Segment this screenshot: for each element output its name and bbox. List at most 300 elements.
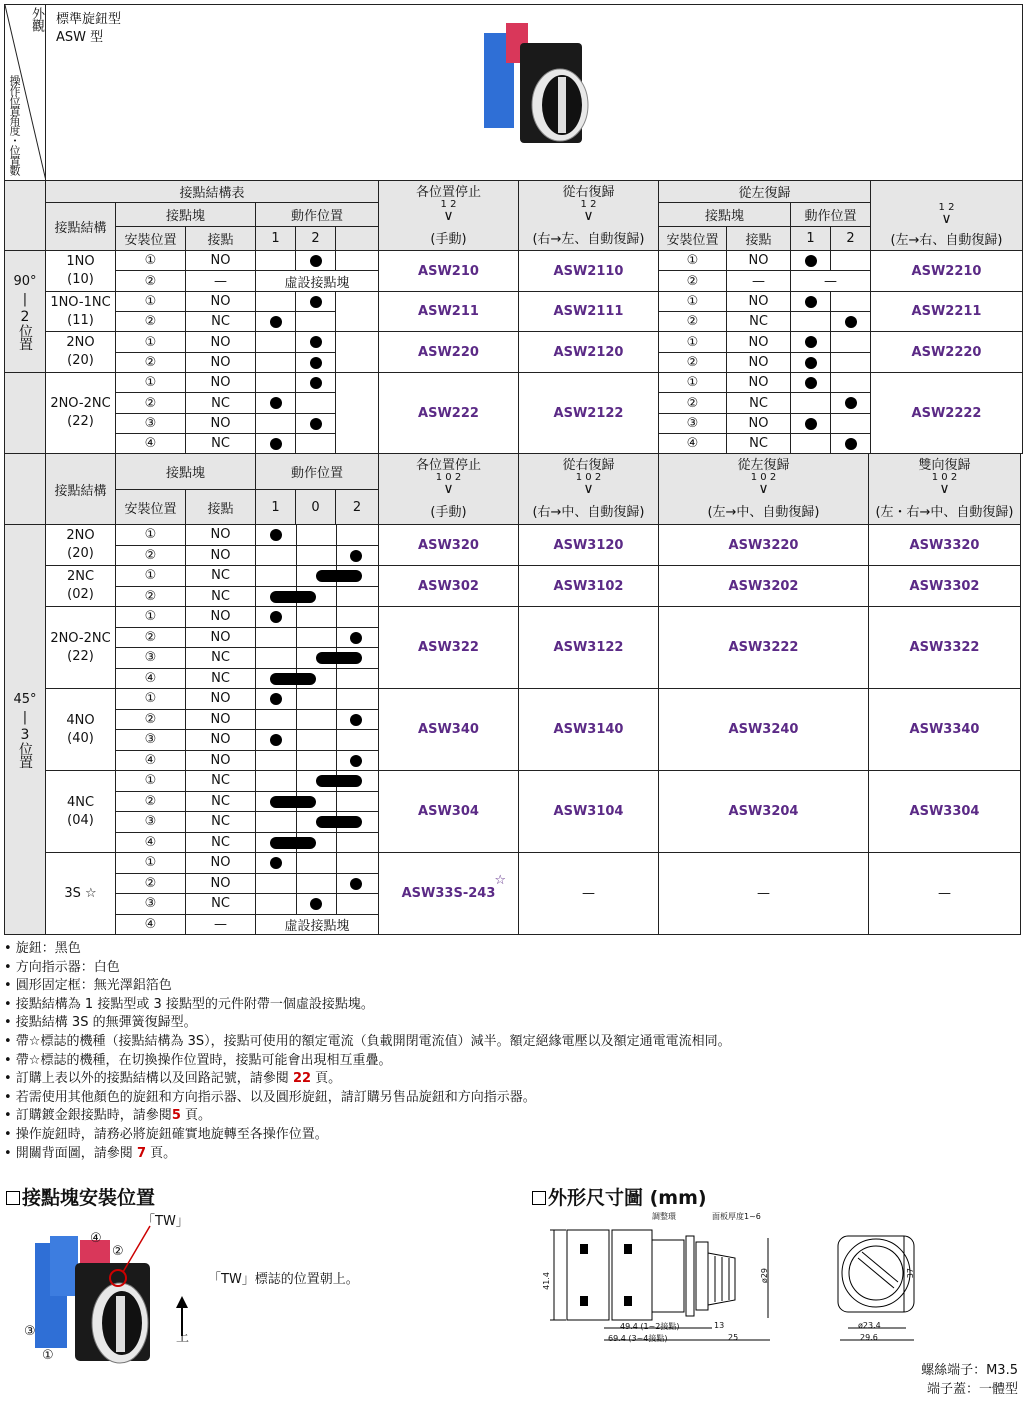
action-dot: [310, 377, 322, 389]
action-cell: [296, 434, 336, 454]
part-number: ASW33S-243 ☆: [379, 853, 519, 935]
contact-type: NO: [727, 251, 791, 271]
action-cell: [256, 607, 379, 628]
action-cell: [791, 251, 831, 271]
mount-num-3: ③: [24, 1324, 36, 1339]
contact-type: NC: [186, 566, 256, 587]
part-number: ASW3104: [519, 771, 659, 853]
col90-left-return-sub: 1 2 ∨ (左→右、自動復歸): [871, 181, 1023, 251]
action-dot: [310, 336, 322, 348]
action-dot: [270, 611, 282, 623]
part-number: ASW322: [379, 607, 519, 689]
action-cell: 虛設接點塊: [256, 914, 379, 935]
block-label: 接點塊: [116, 203, 256, 227]
mount-pos-label: 安裝位置: [116, 227, 186, 251]
mount-pos: ②: [659, 271, 727, 292]
action-cell: [256, 648, 379, 669]
part-number: ASW2222: [871, 373, 1023, 454]
action-dot: [805, 336, 817, 348]
part-number: —: [869, 853, 1021, 935]
part-number: ASW3202: [659, 566, 869, 607]
action-cell: [296, 332, 336, 353]
action-dot: [805, 357, 817, 369]
mount-pos: ②: [116, 271, 186, 292]
contact-type: NO: [727, 292, 791, 312]
adj-ring-label: 調整環: [652, 1212, 676, 1221]
product-image-cell: [46, 5, 1023, 181]
mount-pos: ②: [659, 312, 727, 332]
contact-label: 接點: [186, 227, 256, 251]
action-dot: [270, 693, 282, 705]
action-cell: [791, 373, 831, 393]
mount-num-1: ①: [42, 1348, 54, 1363]
appearance-label: 外觀: [29, 7, 44, 31]
action-pos-label-right: 動作位置: [791, 203, 871, 227]
action-cell: [256, 373, 296, 393]
part-number: ASW3140: [519, 689, 659, 771]
mount-pos: ②: [116, 353, 186, 373]
contact-label-right: 接點: [727, 227, 791, 251]
cell-empty: [5, 181, 46, 251]
dim-37: 37: [906, 1268, 915, 1279]
contact-table-title: 接點結構表: [46, 181, 379, 203]
action-cell: [256, 832, 379, 853]
pos2-label-right: 2: [831, 227, 871, 251]
contact-type: NO: [186, 251, 256, 271]
type-line1: 標準旋鈕型: [56, 12, 122, 27]
contact-type: NO: [186, 709, 256, 730]
note-item: • 操作旋鈕時，請務必將旋鈕確實地旋轉至各操作位置。: [4, 1126, 328, 1142]
action-bar: [270, 673, 316, 685]
action-cell: [296, 373, 336, 393]
contact-type: NO: [186, 525, 256, 546]
mount-pos: ④: [116, 914, 186, 935]
mount-pos: ①: [659, 373, 727, 393]
pos1-label-right: 1: [791, 227, 831, 251]
contact-type: NO: [727, 414, 791, 434]
contact-type: NO: [186, 873, 256, 894]
note-item: • 圓形固定框：無光澤鋁箔色: [4, 978, 172, 994]
mount-caption: 「TW」標誌的位置朝上。: [208, 1272, 359, 1287]
action-cell: [256, 750, 379, 771]
action-cell: [336, 251, 379, 271]
col90-manual-header: 各位置停止 1 2 ∨ (手動): [379, 181, 519, 251]
action-dot: [845, 397, 857, 409]
action-dot: [270, 397, 282, 409]
group-0: 2NO (20): [46, 525, 116, 566]
mount-pos: ①: [659, 292, 727, 312]
action-dot: [270, 734, 282, 746]
part-number: ASW3122: [519, 607, 659, 689]
mount-pos: ①: [116, 332, 186, 353]
part-number: ASW3120: [519, 525, 659, 566]
group-2no: 2NO (20): [46, 332, 116, 373]
mount-pos-label-45: 安裝位置: [116, 490, 186, 525]
mount-pos: ②: [116, 586, 186, 607]
mount-pos: ①: [659, 251, 727, 271]
col90-left-return-header: 從左復歸: [659, 181, 871, 203]
action-dot: [310, 357, 322, 369]
mount-num-4: ④: [90, 1231, 102, 1246]
group-2: 2NO-2NC (22): [46, 607, 116, 689]
dim-phi23-4: ø23.4: [858, 1321, 881, 1330]
mount-pos: ①: [659, 332, 727, 353]
action-cell: [831, 312, 871, 332]
action-dot: [270, 529, 282, 541]
action-cell: [256, 292, 296, 312]
action-dot: [310, 255, 322, 267]
contact-type: NC: [727, 434, 791, 454]
contact-type: NC: [186, 812, 256, 833]
mount-pos: ③: [659, 414, 727, 434]
action-cell: [791, 434, 831, 454]
action-cell: [256, 434, 296, 454]
dim-49-4: 49.4 (1~2接點): [620, 1322, 680, 1331]
action-cell: [256, 730, 379, 751]
action-bar: [316, 570, 362, 582]
contact-type: NO: [186, 689, 256, 710]
contact-type: —: [186, 271, 256, 292]
note-item: • 帶☆標誌的機種（接點結構為 3S），接點可使用的額定電流（負載開閉電流值）減半。額定絕緣電壓以及額定通電電流相同。: [4, 1033, 731, 1049]
contact-type: NC: [186, 434, 256, 454]
contact-type: NO: [186, 414, 256, 434]
part-number: ASW2122: [519, 373, 659, 454]
mount-pos: ②: [116, 393, 186, 414]
action-cell: [256, 545, 379, 566]
note-item: • 訂購鍍金銀接點時，請參閱5 頁。: [4, 1108, 211, 1124]
note-item: • 接點結構為 1 接點型或 3 接點型的元件附帶一個虛設接點塊。: [4, 996, 374, 1012]
mount-pos: ①: [116, 607, 186, 628]
contact-type: NO: [186, 853, 256, 874]
pos1-label: 1: [256, 227, 296, 251]
pos1-label-45: 1: [256, 490, 296, 525]
action-bar: [270, 591, 316, 603]
action-cell: [256, 873, 379, 894]
dim-29-6: 29.6: [860, 1333, 878, 1342]
action-bar: [316, 652, 362, 664]
action-cell: [831, 434, 871, 454]
contact-type: NO: [186, 332, 256, 353]
mount-pos: ③: [116, 894, 186, 915]
action-cell: [256, 525, 379, 546]
part-number: ASW320: [379, 525, 519, 566]
axis-label: 操作位置角度・位置數: [8, 75, 21, 175]
action-cell: [336, 373, 379, 454]
part-number: ASW3304: [869, 771, 1021, 853]
part-number: —: [659, 853, 869, 935]
contact-type: —: [186, 914, 256, 935]
mount-pos: ①: [116, 251, 186, 271]
part-number: ASW3240: [659, 689, 869, 771]
mount-pos: ④: [116, 832, 186, 853]
part-number: ASW3204: [659, 771, 869, 853]
action-cell: [831, 393, 871, 414]
contact-type: NO: [186, 373, 256, 393]
dim-phi29: ø29: [760, 1268, 769, 1284]
action-cell: [256, 414, 296, 434]
action-cell: [256, 627, 379, 648]
mount-pos: ①: [116, 525, 186, 546]
group-4: 4NC (04): [46, 771, 116, 853]
action-cell: [256, 853, 379, 874]
action-cell: [336, 332, 379, 373]
action-pos-label-45: 動作位置: [256, 454, 379, 490]
notes-list: [4, 940, 731, 1163]
note-item: • 若需使用其他顏色的旋鈕和方向指示器、以及圓形旋鈕，請訂購另售品旋鈕和方向指示器。: [4, 1089, 536, 1105]
part-number: ASW3220: [659, 525, 869, 566]
mount-pos: ②: [116, 627, 186, 648]
dim-69-4: 69.4 (3~4接點): [608, 1334, 668, 1343]
action-bar: [316, 816, 362, 828]
action-cell: [256, 709, 379, 730]
contact-structure-label: 接點結構: [46, 203, 116, 251]
contact-type: NC: [186, 312, 256, 332]
block-label-45: 接點塊: [116, 454, 256, 490]
action-cell: [831, 292, 871, 312]
part-number: ASW2211: [871, 292, 1023, 332]
part-number: ASW3302: [869, 566, 1021, 607]
dummy-block: 虛設接點塊: [256, 271, 379, 292]
action-cell: [256, 312, 296, 332]
page-ref: 7: [136, 1145, 146, 1161]
mount-pos-label-right: 安裝位置: [659, 227, 727, 251]
action-cell: [336, 292, 379, 332]
action-cell: [791, 353, 831, 373]
contact-type: NO: [186, 750, 256, 771]
group-1: 2NC (02): [46, 566, 116, 607]
page-ref: 22: [292, 1071, 312, 1087]
mount-diagram: [10, 1208, 210, 1383]
part-number: ASW2110: [519, 251, 659, 292]
contact-type: NO: [727, 373, 791, 393]
mount-pos: ③: [116, 648, 186, 669]
checkbox-icon: [6, 1191, 20, 1205]
dim-13: 13: [714, 1321, 725, 1330]
mount-pos: ③: [116, 730, 186, 751]
note-item: • 帶☆標誌的機種，在切換操作位置時，接點可能會出現相互重疊。: [4, 1052, 392, 1068]
contact-type: NC: [727, 312, 791, 332]
spec-table-45-body: [4, 524, 1021, 935]
action-cell: [256, 586, 379, 607]
terminal-notes: [921, 1361, 1018, 1399]
action-dot: [310, 418, 322, 430]
contact-type: NC: [186, 771, 256, 792]
action-cell: [256, 771, 379, 792]
mount-pos: ①: [116, 853, 186, 874]
action-dot: [805, 296, 817, 308]
action-dot: [805, 418, 817, 430]
contact-type: NO: [186, 292, 256, 312]
terminal-label: 螺絲端子：M3.5: [921, 1363, 1018, 1378]
dummy-block: —: [791, 271, 871, 292]
action-cell: [831, 373, 871, 393]
action-bar: [316, 775, 362, 787]
action-cell: [256, 353, 296, 373]
part-number: ASW211: [379, 292, 519, 332]
cell-empty: [5, 454, 46, 525]
part-number: ASW210: [379, 251, 519, 292]
cell-empty: [336, 227, 379, 251]
contact-type: NO: [727, 332, 791, 353]
contact-type: NC: [727, 393, 791, 414]
contact-type: NO: [186, 627, 256, 648]
spec-table-45: [4, 453, 1021, 525]
mount-pos: ④: [116, 750, 186, 771]
action-cell: [256, 566, 379, 587]
contact-type: NC: [186, 791, 256, 812]
contact-type: NC: [186, 668, 256, 689]
action-dot: [270, 857, 282, 869]
action-cell: [791, 312, 831, 332]
panel-thickness-label: 面板厚度1~6: [712, 1212, 761, 1221]
action-cell: [296, 312, 336, 332]
contact-type: NC: [186, 586, 256, 607]
col45-manual-header: 各位置停止 1 0 2 ∨ (手動): [379, 454, 519, 525]
action-cell: [791, 414, 831, 434]
part-number: —: [519, 853, 659, 935]
mount-pos: ④: [659, 434, 727, 454]
action-cell: [831, 332, 871, 353]
angle45-cell: 45° | 3位置: [5, 525, 46, 935]
contact-type: NC: [186, 832, 256, 853]
action-dot: [805, 255, 817, 267]
block-label-right: 接點塊: [659, 203, 791, 227]
contact-type: NO: [727, 353, 791, 373]
col90-right-return-header: 從右復歸 1 2 ∨ (右→左、自動復歸): [519, 181, 659, 251]
dim-41-4: 41.4: [542, 1272, 551, 1290]
mount-pos: ②: [116, 873, 186, 894]
switch-product-image: [476, 15, 616, 155]
pos2-label: 2: [296, 227, 336, 251]
group-5: 3S ☆: [46, 853, 116, 935]
spec-table-part2: [4, 372, 1023, 454]
group-1no: 1NO (10): [46, 251, 116, 292]
contact-type: NO: [186, 607, 256, 628]
part-number: ASW3340: [869, 689, 1021, 771]
contact-type: NO: [186, 545, 256, 566]
action-cell: [296, 292, 336, 312]
part-number: ASW2120: [519, 332, 659, 373]
mount-pos: ①: [116, 292, 186, 312]
mount-pos: ②: [116, 791, 186, 812]
action-cell: [831, 414, 871, 434]
contact-label-45: 接點: [186, 490, 256, 525]
action-dot: [310, 898, 322, 910]
mount-num-2: ②: [112, 1244, 124, 1259]
part-number: ASW3222: [659, 607, 869, 689]
part-number: ASW222: [379, 373, 519, 454]
mount-pos: ④: [116, 668, 186, 689]
contact-type: NC: [186, 894, 256, 915]
dims-section-title: 外形尺寸圖 (mm): [532, 1183, 707, 1210]
star-icon: ☆: [494, 873, 506, 888]
mount-pos: ①: [116, 771, 186, 792]
action-pos-label: 動作位置: [256, 203, 379, 227]
part-number: ASW340: [379, 689, 519, 771]
part-number: ASW302: [379, 566, 519, 607]
mount-pos: ③: [116, 414, 186, 434]
mount-pos: ④: [116, 434, 186, 454]
part-number: ASW2220: [871, 332, 1023, 373]
action-cell: [256, 689, 379, 710]
mount-pos: ①: [116, 566, 186, 587]
mount-pos: ②: [116, 545, 186, 566]
angle90-cell-cont: [5, 373, 46, 454]
action-bar: [270, 796, 316, 808]
note-item: • 開關背面圖，請參閱 7 頁。: [4, 1145, 177, 1161]
action-dot: [310, 296, 322, 308]
part-number: ASW3322: [869, 607, 1021, 689]
action-bar: [270, 837, 316, 849]
checkbox-icon: [532, 1191, 546, 1205]
part-number: ASW3320: [869, 525, 1021, 566]
action-cell: [791, 292, 831, 312]
contact-type: NC: [186, 393, 256, 414]
angle90-cell: 90° | 2位置: [5, 251, 46, 373]
note-item: • 方向指示器：白色: [4, 959, 120, 975]
mount-pos: ②: [116, 312, 186, 332]
tw-label: 「TW」: [142, 1214, 189, 1229]
action-cell: [256, 251, 296, 271]
action-dot: [805, 377, 817, 389]
action-cell: [296, 353, 336, 373]
up-label: 上: [176, 1330, 190, 1345]
page-ref: 5: [171, 1108, 181, 1124]
type-line2: ASW 型: [56, 30, 104, 45]
pos2-label-45: 2: [336, 490, 379, 525]
action-cell: [831, 251, 871, 271]
action-cell: [256, 668, 379, 689]
mount-pos: ②: [116, 709, 186, 730]
action-dot: [350, 632, 362, 644]
action-cell: [791, 332, 831, 353]
action-dot: [350, 550, 362, 562]
dim-25: 25: [728, 1333, 739, 1342]
part-number: ASW2111: [519, 292, 659, 332]
note-item: • 接點結構 3S 的無彈簧復歸型。: [4, 1015, 197, 1031]
group-3: 4NO (40): [46, 689, 116, 771]
contact-type: NO: [186, 353, 256, 373]
note-item: • 訂購上表以外的接點結構以及回路記號，請參閱 22 頁。: [4, 1071, 342, 1087]
part-number: ASW2210: [871, 251, 1023, 292]
col45-left-return-header: 從左復歸 1 0 2 ∨ (左→中、自動復歸): [659, 454, 869, 525]
action-cell: [256, 812, 379, 833]
col45-right-return-header: 從右復歸 1 0 2 ∨ (右→中、自動復歸): [519, 454, 659, 525]
spec-table: [4, 4, 1023, 373]
action-dot: [350, 878, 362, 890]
action-cell: [256, 894, 379, 915]
part-number: ASW220: [379, 332, 519, 373]
action-cell: [296, 414, 336, 434]
action-dot: [270, 438, 282, 450]
action-cell: [256, 791, 379, 812]
action-cell: [256, 332, 296, 353]
pos0-label-45: 0: [296, 490, 336, 525]
group-1no-1nc: 1NO-1NC (11): [46, 292, 116, 332]
mount-pos: ①: [116, 689, 186, 710]
part-number: ASW3102: [519, 566, 659, 607]
action-cell: [256, 393, 296, 414]
mount-pos: ①: [116, 373, 186, 393]
contact-type: —: [727, 271, 791, 292]
mount-section-title: 接點塊安裝位置: [6, 1183, 155, 1210]
contact-structure-label-45: 接點結構: [46, 454, 116, 525]
mount-pos: ②: [659, 353, 727, 373]
mount-pos: ③: [116, 812, 186, 833]
action-cell: [791, 393, 831, 414]
action-dot: [350, 714, 362, 726]
group-2no-2nc: 2NO-2NC (22): [46, 373, 116, 454]
